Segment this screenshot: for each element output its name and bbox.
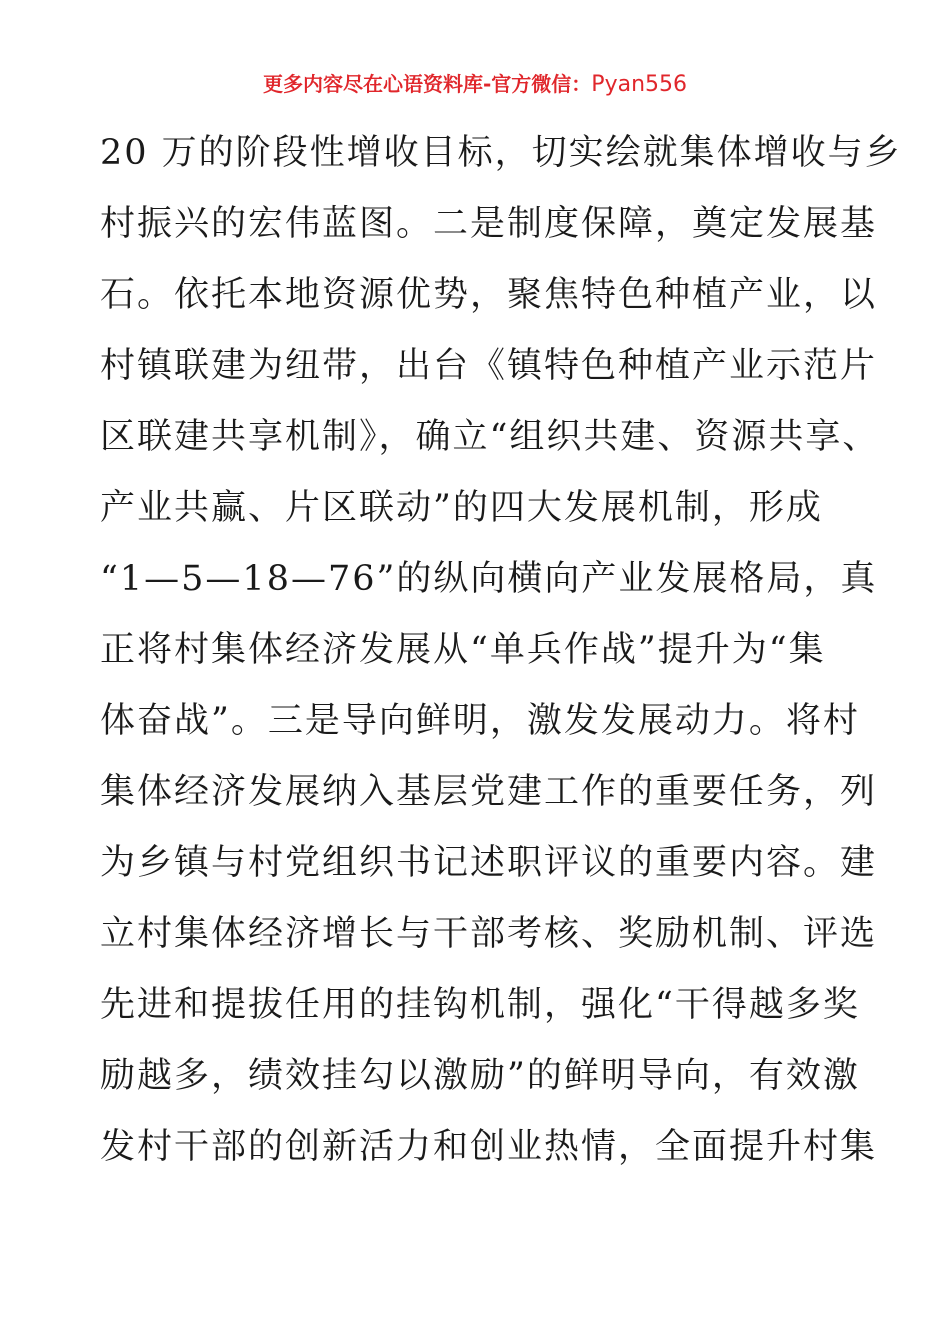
wechat-id: Pyan556 [591,72,687,97]
text-line: 石。依托本地资源优势，聚焦特色种植产业，以 [100,275,878,315]
text-line: 立村集体经济增长与干部考核、奖励机制、评选 [100,914,878,954]
text-line: 村镇联建为纽带，出台《镇特色种植产业示范片 [100,346,878,386]
text-line: 产业共赢、片区联动”的四大发展机制，形成 [100,488,823,528]
text-line: 20 万的阶段性增收目标，切实绘就集体增收与乡 [100,133,902,173]
body-text [100,118,902,1183]
text-line: “1—5—18—76”的纵向横向产业发展格局，真 [100,559,878,599]
text-line: 体奋战”。三是导向鲜明，激发发展动力。将村 [100,701,860,741]
banner-text: 更多内容尽在心语资料库-官方微信： [262,72,592,96]
text-line: 集体经济发展纳入基层党建工作的重要任务，列 [100,772,878,812]
text-line: 正将村集体经济发展从“单兵作战”提升为“集 [100,630,826,670]
header-banner [0,68,950,101]
text-line: 励越多，绩效挂勾以激励”的鲜明导向，有效激 [100,1056,860,1096]
text-line: 区联建共享机制》，确立“组织共建、资源共享、 [100,417,880,457]
text-line: 先进和提拔任用的挂钩机制，强化“干得越多奖 [100,985,860,1025]
text-line: 村振兴的宏伟蓝图。二是制度保障，奠定发展基 [100,204,878,244]
text-line: 为乡镇与村党组织书记述职评议的重要内容。建 [100,843,878,883]
text-line: 发村干部的创新活力和创业热情，全面提升村集 [100,1127,878,1167]
